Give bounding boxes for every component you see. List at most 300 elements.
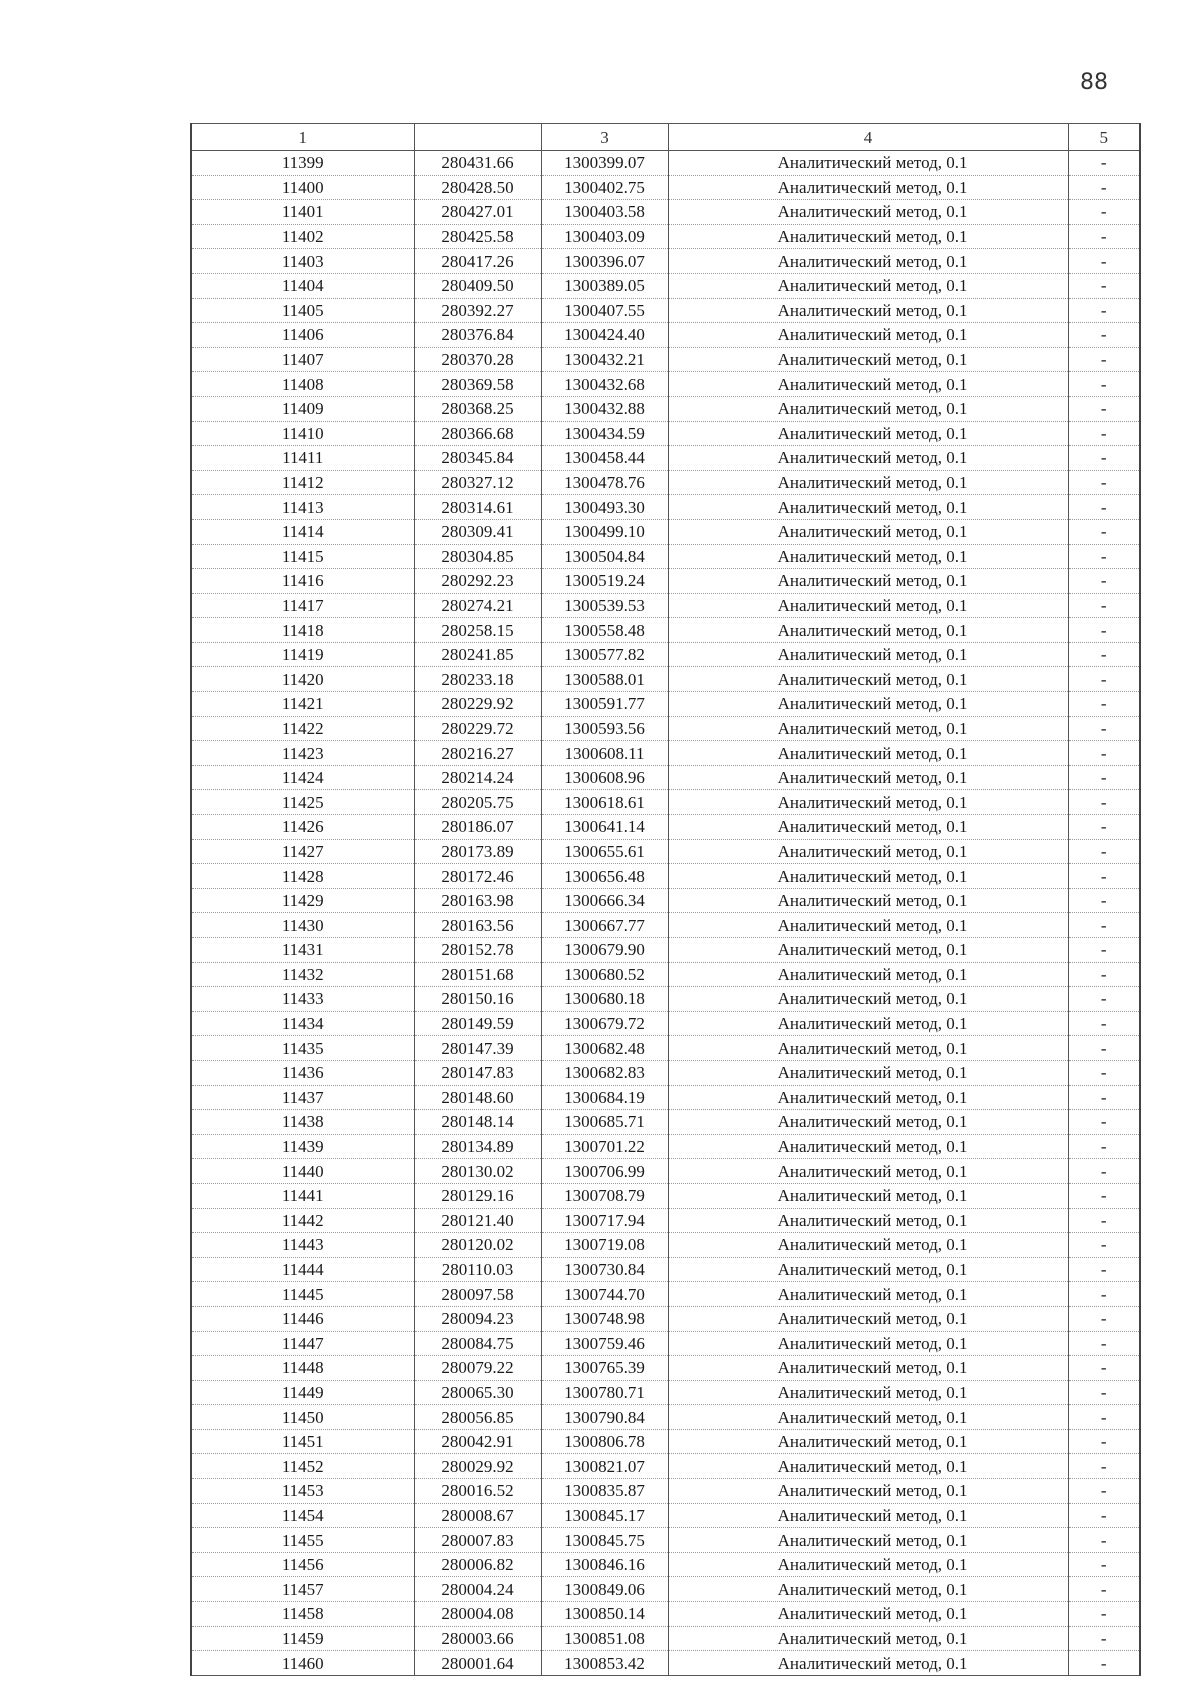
y-coordinate-cell: 1300780.71 (541, 1380, 668, 1405)
method-cell: Аналитический метод, 0.1 (668, 1454, 1068, 1479)
note-cell: - (1068, 1159, 1140, 1184)
method-cell: Аналитический метод, 0.1 (668, 495, 1068, 520)
y-coordinate-cell: 1300790.84 (541, 1405, 668, 1430)
method-cell: Аналитический метод, 0.1 (668, 1380, 1068, 1405)
point-number-cell: 11415 (191, 544, 414, 569)
method-cell: Аналитический метод, 0.1 (668, 224, 1068, 249)
method-cell: Аналитический метод, 0.1 (668, 765, 1068, 790)
table-row (191, 1602, 1140, 1627)
x-coordinate-cell: 280233.18 (414, 667, 541, 692)
note-cell: - (1068, 347, 1140, 372)
y-coordinate-cell: 1300402.75 (541, 175, 668, 200)
table-row (191, 421, 1140, 446)
point-number-cell: 11428 (191, 864, 414, 889)
x-coordinate-cell: 280370.28 (414, 347, 541, 372)
point-number-cell: 11455 (191, 1528, 414, 1553)
note-cell: - (1068, 519, 1140, 544)
table-row (191, 864, 1140, 889)
x-coordinate-cell: 280129.16 (414, 1183, 541, 1208)
y-coordinate-cell: 1300499.10 (541, 519, 668, 544)
x-coordinate-cell: 280366.68 (414, 421, 541, 446)
note-cell: - (1068, 1552, 1140, 1577)
method-cell: Аналитический метод, 0.1 (668, 298, 1068, 323)
point-number-cell: 11430 (191, 913, 414, 938)
x-coordinate-cell: 280425.58 (414, 224, 541, 249)
point-number-cell: 11457 (191, 1577, 414, 1602)
note-cell: - (1068, 913, 1140, 938)
column-header-2 (414, 124, 541, 151)
point-number-cell: 11460 (191, 1651, 414, 1676)
point-number-cell: 11403 (191, 249, 414, 274)
method-cell: Аналитический метод, 0.1 (668, 544, 1068, 569)
column-header-4: 4 (668, 124, 1068, 151)
y-coordinate-cell: 1300493.30 (541, 495, 668, 520)
column-header-5: 5 (1068, 124, 1140, 151)
y-coordinate-cell: 1300684.19 (541, 1085, 668, 1110)
x-coordinate-cell: 280130.02 (414, 1159, 541, 1184)
point-number-cell: 11412 (191, 470, 414, 495)
point-number-cell: 11445 (191, 1282, 414, 1307)
y-coordinate-cell: 1300682.48 (541, 1036, 668, 1061)
note-cell: - (1068, 593, 1140, 618)
note-cell: - (1068, 618, 1140, 643)
table-row (191, 1528, 1140, 1553)
point-number-cell: 11425 (191, 790, 414, 815)
y-coordinate-cell: 1300701.22 (541, 1134, 668, 1159)
method-cell: Аналитический метод, 0.1 (668, 1577, 1068, 1602)
x-coordinate-cell: 280094.23 (414, 1306, 541, 1331)
point-number-cell: 11456 (191, 1552, 414, 1577)
y-coordinate-cell: 1300396.07 (541, 249, 668, 274)
x-coordinate-cell: 280205.75 (414, 790, 541, 815)
y-coordinate-cell: 1300680.18 (541, 987, 668, 1012)
table-row (191, 175, 1140, 200)
table-row (191, 1134, 1140, 1159)
point-number-cell: 11408 (191, 372, 414, 397)
method-cell: Аналитический метод, 0.1 (668, 1233, 1068, 1258)
x-coordinate-cell: 280152.78 (414, 938, 541, 963)
y-coordinate-cell: 1300407.55 (541, 298, 668, 323)
y-coordinate-cell: 1300577.82 (541, 642, 668, 667)
note-cell: - (1068, 864, 1140, 889)
point-number-cell: 11407 (191, 347, 414, 372)
table-row (191, 372, 1140, 397)
point-number-cell: 11432 (191, 962, 414, 987)
x-coordinate-cell: 280150.16 (414, 987, 541, 1012)
y-coordinate-cell: 1300608.96 (541, 765, 668, 790)
y-coordinate-cell: 1300845.75 (541, 1528, 668, 1553)
y-coordinate-cell: 1300618.61 (541, 790, 668, 815)
x-coordinate-cell: 280345.84 (414, 446, 541, 471)
note-cell: - (1068, 372, 1140, 397)
y-coordinate-cell: 1300851.08 (541, 1626, 668, 1651)
method-cell: Аналитический метод, 0.1 (668, 273, 1068, 298)
table-row (191, 446, 1140, 471)
x-coordinate-cell: 280001.64 (414, 1651, 541, 1676)
table-row (191, 1651, 1140, 1676)
table-row (191, 1085, 1140, 1110)
x-coordinate-cell: 280392.27 (414, 298, 541, 323)
coordinates-table (190, 123, 1141, 1676)
note-cell: - (1068, 544, 1140, 569)
point-number-cell: 11444 (191, 1257, 414, 1282)
note-cell: - (1068, 1208, 1140, 1233)
x-coordinate-cell: 280110.03 (414, 1257, 541, 1282)
x-coordinate-cell: 280004.24 (414, 1577, 541, 1602)
note-cell: - (1068, 839, 1140, 864)
note-cell: - (1068, 1405, 1140, 1430)
y-coordinate-cell: 1300403.58 (541, 200, 668, 225)
y-coordinate-cell: 1300730.84 (541, 1257, 668, 1282)
note-cell: - (1068, 716, 1140, 741)
method-cell: Аналитический метод, 0.1 (668, 1356, 1068, 1381)
note-cell: - (1068, 1331, 1140, 1356)
method-cell: Аналитический метод, 0.1 (668, 396, 1068, 421)
note-cell: - (1068, 495, 1140, 520)
note-cell: - (1068, 446, 1140, 471)
x-coordinate-cell: 280004.08 (414, 1602, 541, 1627)
x-coordinate-cell: 280007.83 (414, 1528, 541, 1553)
point-number-cell: 11419 (191, 642, 414, 667)
point-number-cell: 11402 (191, 224, 414, 249)
table-row (191, 1479, 1140, 1504)
method-cell: Аналитический метод, 0.1 (668, 1651, 1068, 1676)
x-coordinate-cell: 280274.21 (414, 593, 541, 618)
y-coordinate-cell: 1300821.07 (541, 1454, 668, 1479)
table-row (191, 470, 1140, 495)
x-coordinate-cell: 280151.68 (414, 962, 541, 987)
method-cell: Аналитический метод, 0.1 (668, 1036, 1068, 1061)
table-row (191, 1503, 1140, 1528)
method-cell: Аналитический метод, 0.1 (668, 692, 1068, 717)
method-cell: Аналитический метод, 0.1 (668, 642, 1068, 667)
method-cell: Аналитический метод, 0.1 (668, 667, 1068, 692)
table-row (191, 815, 1140, 840)
x-coordinate-cell: 280148.60 (414, 1085, 541, 1110)
table-row (191, 249, 1140, 274)
point-number-cell: 11446 (191, 1306, 414, 1331)
point-number-cell: 11427 (191, 839, 414, 864)
note-cell: - (1068, 1429, 1140, 1454)
note-cell: - (1068, 1380, 1140, 1405)
note-cell: - (1068, 1233, 1140, 1258)
method-cell: Аналитический метод, 0.1 (668, 151, 1068, 176)
table-row (191, 962, 1140, 987)
point-number-cell: 11431 (191, 938, 414, 963)
point-number-cell: 11414 (191, 519, 414, 544)
note-cell: - (1068, 1479, 1140, 1504)
table-row (191, 1060, 1140, 1085)
method-cell: Аналитический метод, 0.1 (668, 888, 1068, 913)
x-coordinate-cell: 280417.26 (414, 249, 541, 274)
point-number-cell: 11406 (191, 323, 414, 348)
point-number-cell: 11442 (191, 1208, 414, 1233)
note-cell: - (1068, 938, 1140, 963)
method-cell: Аналитический метод, 0.1 (668, 347, 1068, 372)
note-cell: - (1068, 1651, 1140, 1676)
table-row (191, 519, 1140, 544)
table-row (191, 1380, 1140, 1405)
table-row (191, 495, 1140, 520)
y-coordinate-cell: 1300679.72 (541, 1011, 668, 1036)
table-row (191, 1110, 1140, 1135)
note-cell: - (1068, 1134, 1140, 1159)
x-coordinate-cell: 280172.46 (414, 864, 541, 889)
method-cell: Аналитический метод, 0.1 (668, 716, 1068, 741)
point-number-cell: 11420 (191, 667, 414, 692)
table-row (191, 913, 1140, 938)
table-row (191, 618, 1140, 643)
y-coordinate-cell: 1300399.07 (541, 151, 668, 176)
method-cell: Аналитический метод, 0.1 (668, 1085, 1068, 1110)
x-coordinate-cell: 280084.75 (414, 1331, 541, 1356)
point-number-cell: 11459 (191, 1626, 414, 1651)
point-number-cell: 11450 (191, 1405, 414, 1430)
method-cell: Аналитический метод, 0.1 (668, 913, 1068, 938)
method-cell: Аналитический метод, 0.1 (668, 1331, 1068, 1356)
point-number-cell: 11447 (191, 1331, 414, 1356)
y-coordinate-cell: 1300432.21 (541, 347, 668, 372)
x-coordinate-cell: 280097.58 (414, 1282, 541, 1307)
x-coordinate-cell: 280148.14 (414, 1110, 541, 1135)
method-cell: Аналитический метод, 0.1 (668, 1528, 1068, 1553)
method-cell: Аналитический метод, 0.1 (668, 1602, 1068, 1627)
y-coordinate-cell: 1300744.70 (541, 1282, 668, 1307)
method-cell: Аналитический метод, 0.1 (668, 569, 1068, 594)
point-number-cell: 11409 (191, 396, 414, 421)
y-coordinate-cell: 1300432.68 (541, 372, 668, 397)
y-coordinate-cell: 1300719.08 (541, 1233, 668, 1258)
point-number-cell: 11458 (191, 1602, 414, 1627)
note-cell: - (1068, 1085, 1140, 1110)
point-number-cell: 11438 (191, 1110, 414, 1135)
note-cell: - (1068, 1602, 1140, 1627)
note-cell: - (1068, 175, 1140, 200)
method-cell: Аналитический метод, 0.1 (668, 470, 1068, 495)
method-cell: Аналитический метод, 0.1 (668, 864, 1068, 889)
table-row (191, 790, 1140, 815)
point-number-cell: 11400 (191, 175, 414, 200)
point-number-cell: 11439 (191, 1134, 414, 1159)
table-row (191, 741, 1140, 766)
y-coordinate-cell: 1300655.61 (541, 839, 668, 864)
x-coordinate-cell: 280016.52 (414, 1479, 541, 1504)
method-cell: Аналитический метод, 0.1 (668, 1183, 1068, 1208)
point-number-cell: 11418 (191, 618, 414, 643)
y-coordinate-cell: 1300680.52 (541, 962, 668, 987)
x-coordinate-cell: 280241.85 (414, 642, 541, 667)
point-number-cell: 11413 (191, 495, 414, 520)
x-coordinate-cell: 280042.91 (414, 1429, 541, 1454)
table-row (191, 1282, 1140, 1307)
point-number-cell: 11424 (191, 765, 414, 790)
y-coordinate-cell: 1300748.98 (541, 1306, 668, 1331)
x-coordinate-cell: 280006.82 (414, 1552, 541, 1577)
x-coordinate-cell: 280369.58 (414, 372, 541, 397)
y-coordinate-cell: 1300434.59 (541, 421, 668, 446)
y-coordinate-cell: 1300504.84 (541, 544, 668, 569)
note-cell: - (1068, 1454, 1140, 1479)
method-cell: Аналитический метод, 0.1 (668, 987, 1068, 1012)
method-cell: Аналитический метод, 0.1 (668, 1626, 1068, 1651)
note-cell: - (1068, 1060, 1140, 1085)
method-cell: Аналитический метод, 0.1 (668, 1405, 1068, 1430)
y-coordinate-cell: 1300591.77 (541, 692, 668, 717)
x-coordinate-cell: 280149.59 (414, 1011, 541, 1036)
point-number-cell: 11441 (191, 1183, 414, 1208)
note-cell: - (1068, 323, 1140, 348)
point-number-cell: 11421 (191, 692, 414, 717)
x-coordinate-cell: 280214.24 (414, 765, 541, 790)
point-number-cell: 11437 (191, 1085, 414, 1110)
note-cell: - (1068, 1356, 1140, 1381)
table-row (191, 1429, 1140, 1454)
point-number-cell: 11440 (191, 1159, 414, 1184)
column-header-1: 1 (191, 124, 414, 151)
y-coordinate-cell: 1300717.94 (541, 1208, 668, 1233)
table-row (191, 888, 1140, 913)
note-cell: - (1068, 962, 1140, 987)
x-coordinate-cell: 280065.30 (414, 1380, 541, 1405)
method-cell: Аналитический метод, 0.1 (668, 1208, 1068, 1233)
table-row (191, 544, 1140, 569)
x-coordinate-cell: 280292.23 (414, 569, 541, 594)
point-number-cell: 11451 (191, 1429, 414, 1454)
y-coordinate-cell: 1300519.24 (541, 569, 668, 594)
x-coordinate-cell: 280079.22 (414, 1356, 541, 1381)
x-coordinate-cell: 280003.66 (414, 1626, 541, 1651)
note-cell: - (1068, 1503, 1140, 1528)
y-coordinate-cell: 1300835.87 (541, 1479, 668, 1504)
y-coordinate-cell: 1300708.79 (541, 1183, 668, 1208)
x-coordinate-cell: 280121.40 (414, 1208, 541, 1233)
y-coordinate-cell: 1300706.99 (541, 1159, 668, 1184)
note-cell: - (1068, 421, 1140, 446)
note-cell: - (1068, 888, 1140, 913)
note-cell: - (1068, 1577, 1140, 1602)
y-coordinate-cell: 1300850.14 (541, 1602, 668, 1627)
column-header-3: 3 (541, 124, 668, 151)
y-coordinate-cell: 1300849.06 (541, 1577, 668, 1602)
method-cell: Аналитический метод, 0.1 (668, 1429, 1068, 1454)
y-coordinate-cell: 1300558.48 (541, 618, 668, 643)
y-coordinate-cell: 1300685.71 (541, 1110, 668, 1135)
x-coordinate-cell: 280314.61 (414, 495, 541, 520)
point-number-cell: 11452 (191, 1454, 414, 1479)
y-coordinate-cell: 1300845.17 (541, 1503, 668, 1528)
point-number-cell: 11404 (191, 273, 414, 298)
table-row (191, 1011, 1140, 1036)
x-coordinate-cell: 280008.67 (414, 1503, 541, 1528)
note-cell: - (1068, 1306, 1140, 1331)
y-coordinate-cell: 1300389.05 (541, 273, 668, 298)
y-coordinate-cell: 1300641.14 (541, 815, 668, 840)
y-coordinate-cell: 1300424.40 (541, 323, 668, 348)
note-cell: - (1068, 815, 1140, 840)
point-number-cell: 11417 (191, 593, 414, 618)
method-cell: Аналитический метод, 0.1 (668, 1306, 1068, 1331)
y-coordinate-cell: 1300682.83 (541, 1060, 668, 1085)
y-coordinate-cell: 1300608.11 (541, 741, 668, 766)
page-number: 88 (1080, 70, 1108, 95)
method-cell: Аналитический метод, 0.1 (668, 446, 1068, 471)
table-row (191, 1036, 1140, 1061)
method-cell: Аналитический метод, 0.1 (668, 815, 1068, 840)
x-coordinate-cell: 280163.98 (414, 888, 541, 913)
x-coordinate-cell: 280056.85 (414, 1405, 541, 1430)
point-number-cell: 11433 (191, 987, 414, 1012)
note-cell: - (1068, 151, 1140, 176)
method-cell: Аналитический метод, 0.1 (668, 421, 1068, 446)
point-number-cell: 11416 (191, 569, 414, 594)
table-row (191, 642, 1140, 667)
note-cell: - (1068, 1528, 1140, 1553)
x-coordinate-cell: 280029.92 (414, 1454, 541, 1479)
table-row (191, 667, 1140, 692)
note-cell: - (1068, 249, 1140, 274)
point-number-cell: 11426 (191, 815, 414, 840)
table-row (191, 987, 1140, 1012)
table-body (191, 151, 1140, 1676)
note-cell: - (1068, 987, 1140, 1012)
point-number-cell: 11449 (191, 1380, 414, 1405)
x-coordinate-cell: 280304.85 (414, 544, 541, 569)
note-cell: - (1068, 396, 1140, 421)
y-coordinate-cell: 1300679.90 (541, 938, 668, 963)
table-row (191, 1306, 1140, 1331)
point-number-cell: 11435 (191, 1036, 414, 1061)
y-coordinate-cell: 1300853.42 (541, 1651, 668, 1676)
note-cell: - (1068, 667, 1140, 692)
y-coordinate-cell: 1300846.16 (541, 1552, 668, 1577)
point-number-cell: 11399 (191, 151, 414, 176)
y-coordinate-cell: 1300806.78 (541, 1429, 668, 1454)
x-coordinate-cell: 280368.25 (414, 396, 541, 421)
y-coordinate-cell: 1300765.39 (541, 1356, 668, 1381)
point-number-cell: 11429 (191, 888, 414, 913)
note-cell: - (1068, 642, 1140, 667)
table-row (191, 1454, 1140, 1479)
table-row (191, 765, 1140, 790)
x-coordinate-cell: 280163.56 (414, 913, 541, 938)
point-number-cell: 11401 (191, 200, 414, 225)
note-cell: - (1068, 1110, 1140, 1135)
point-number-cell: 11422 (191, 716, 414, 741)
note-cell: - (1068, 224, 1140, 249)
table-row (191, 1577, 1140, 1602)
note-cell: - (1068, 569, 1140, 594)
x-coordinate-cell: 280229.92 (414, 692, 541, 717)
point-number-cell: 11434 (191, 1011, 414, 1036)
method-cell: Аналитический метод, 0.1 (668, 1159, 1068, 1184)
point-number-cell: 11443 (191, 1233, 414, 1258)
y-coordinate-cell: 1300432.88 (541, 396, 668, 421)
point-number-cell: 11448 (191, 1356, 414, 1381)
x-coordinate-cell: 280327.12 (414, 470, 541, 495)
point-number-cell: 11423 (191, 741, 414, 766)
header-row (191, 124, 1140, 151)
point-number-cell: 11411 (191, 446, 414, 471)
y-coordinate-cell: 1300759.46 (541, 1331, 668, 1356)
table-row (191, 224, 1140, 249)
note-cell: - (1068, 1011, 1140, 1036)
note-cell: - (1068, 790, 1140, 815)
method-cell: Аналитический метод, 0.1 (668, 839, 1068, 864)
y-coordinate-cell: 1300458.44 (541, 446, 668, 471)
y-coordinate-cell: 1300403.09 (541, 224, 668, 249)
method-cell: Аналитический метод, 0.1 (668, 1257, 1068, 1282)
x-coordinate-cell: 280427.01 (414, 200, 541, 225)
